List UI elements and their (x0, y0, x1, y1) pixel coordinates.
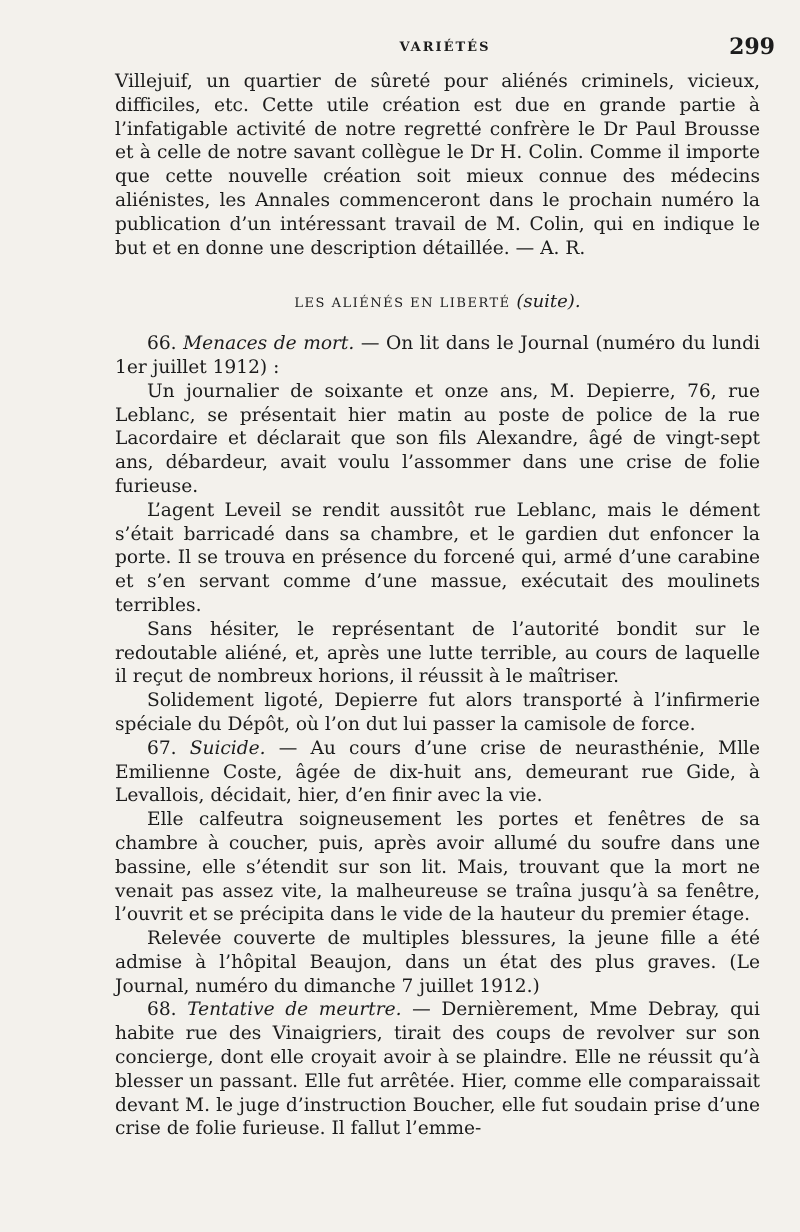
intro-paragraph: Villejuif, un quartier de sûreté pour aliénés criminels, vicieux, difficiles, etc. Cette utile création est due en grande partie à l’infatigable activité de notre regretté confrère le Dr Paul Brousse et à celle de notre savant collègue le Dr H. Colin. Comme il importe que cette nouvelle création soit mieux connue des médecins aliénistes, les Annales commenceront dans le prochain numéro la publication d’un intéressant travail de M. Colin, qui en indique le but et en donne une description détaillée. — A. R. (115, 71, 760, 259)
page-header (115, 34, 775, 62)
item-66-paragraph-2: L’agent Leveil se rendit aussitôt rue Leblanc, mais le dément s’était barricadé dans sa chambre, et le gardien dut enfoncer la porte. Il se trouva en présence du forcené qui, armé d’une carabine et s’en servant comme d’une massue, exécutait des moulinets terribles. (115, 499, 760, 616)
item-66-paragraph-4: Solidement ligoté, Depierre fut alors transporté à l’infirmerie spéciale du Dépôt, où l’on dut lui passer la camisole de force. (115, 690, 760, 735)
item-66-number: 66. (147, 333, 177, 355)
item-67-number: 67. (147, 737, 177, 759)
item-67-paragraph-1: Elle calfeutra soigneusement les portes et fenêtres de sa chambre à coucher, puis, après avoir allumé du soufre dans une bassine, elle s’étendit sur son lit. Mais, trouvant que la mort ne venait pas assez vite, la malheureuse se traîna jusqu’à sa fenêtre, l’ouvrit et se précipita dans le vide de la hauteur du premier étage. (115, 809, 760, 926)
item-68-lead-text: — Dernièrement, Mme Debray, qui habite rue des Vinaigriers, tirait des coups de revolver sur son concierge, dont elle croyait avoir à se plaindre. Elle ne réussit qu’à blesser un passant. Elle fut arrêtée. Hier, comme elle comparaissait devant M. le juge d’instruction Boucher, elle fut soudain prise d’une crise de folie furieuse. Il fallut l’emme- (115, 999, 760, 1140)
page-body (115, 70, 760, 1141)
item-68-title: Tentative de meurtre. (187, 999, 402, 1021)
running-title: VARIÉTÉS (399, 40, 491, 55)
page-number: 299 (729, 34, 775, 60)
item-66-paragraph-1: Un journalier de soixante et onze ans, M. Depierre, 76, rue Leblanc, se présentait hier matin au poste de police de la rue Lacordaire et déclarait que son fils Alexandre, âgé de vingt-sept ans, débardeur, avait voulu l’assommer dans une crise de folie furieuse. (115, 380, 760, 497)
item-68-number: 68. (147, 999, 177, 1021)
section-heading-suffix: (suite). (516, 291, 581, 313)
item-67-lead-text: — Au cours d’une crise de neurasthénie, Mlle Emilienne Coste, âgée de dix-huit ans, demeurant rue Gide, à Levallois, décidait, hier, d’en finir avec la vie. (115, 737, 760, 807)
item-67-paragraph-2: Relevée couverte de multiples blessures, la jeune fille a été admise à l’hôpital Beaujon, dans un état des plus graves. (Le Journal, numéro du dimanche 7 juillet 1912.) (115, 928, 760, 997)
item-68-lead (115, 998, 760, 1141)
item-66-title: Menaces de mort. (183, 333, 355, 355)
item-66-lead (115, 332, 760, 380)
section-heading (115, 290, 760, 316)
item-67-title: Suicide. (189, 737, 266, 759)
item-67-lead (115, 737, 760, 808)
item-66-paragraph-3: Sans hésiter, le représentant de l’autorité bondit sur le redoutable aliéné, et, après une lutte terrible, au cours de laquelle il reçut de nombreux horions, il réussit à le maîtriser. (115, 618, 760, 688)
item-66-lead-text: — On lit dans le Journal (numéro du lundi 1er juillet 1912) : (115, 333, 760, 378)
section-heading-title: LES ALIÉNÉS EN LIBERTÉ (294, 296, 511, 312)
